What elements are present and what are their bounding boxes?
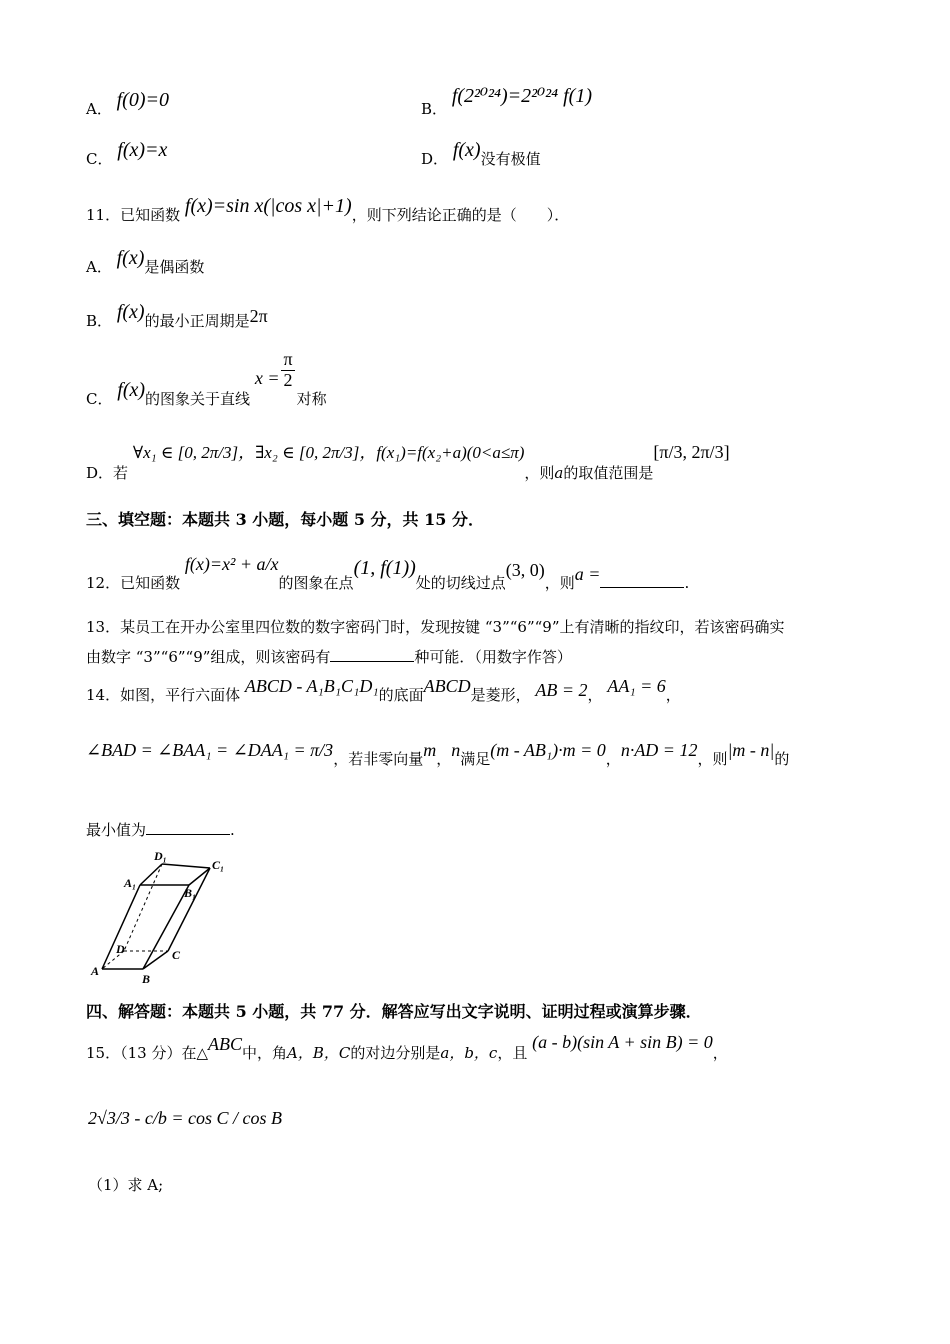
q12-answer-blank	[600, 573, 684, 588]
q15-stem: 15．（13 分）在△ABC中，角A，B，C的对边分别是a，b，c，且 (a - b)(sin A + sin B) = 0，	[86, 1032, 728, 1062]
q13-answer-blank	[330, 647, 414, 662]
q11-option-d: D．若 ∀x₁ ∈ [0, 2π/3]，∃x₂ ∈ [0, 2π/3]，f(x₁)=f(x₂+a)(0<a≤π)，则a的取值范围是[π/3, 2π/3]	[86, 442, 730, 482]
q12-stem: 12．已知函数 f(x)=x² + a/x的图象在点(1, f(1))处的切线过点(3, 0)，则a = .	[86, 554, 690, 592]
q10-c-expr: f(x)=x	[117, 139, 168, 161]
edge-b-c	[143, 951, 168, 969]
q14-answer-blank	[146, 820, 230, 835]
edge-b1-b	[143, 885, 189, 969]
label-b1: B₁	[184, 886, 197, 900]
label-b: B	[142, 972, 151, 986]
label-d: D	[116, 942, 125, 956]
q11-expr: f(x)=sin x(|cos x|+1)	[184, 195, 352, 217]
q12-expr: f(x)=x² + a/x	[184, 554, 279, 574]
q14-line3: 最小值为 .	[86, 821, 235, 839]
q14-angle-expr: ∠BAD = ∠BAA₁ = ∠DAA₁ = π/3	[86, 740, 334, 760]
q10-option-b: B． f(2²⁰²⁴)=2²⁰²⁴ f(1)	[421, 85, 592, 118]
label-c: C	[172, 948, 181, 962]
q10-option-c: C． f(x)=x	[86, 139, 168, 168]
q11-option-a: A． f(x)是偶函数	[86, 247, 205, 276]
q15-part1: （1）求 A;	[88, 1176, 164, 1194]
q10-d-expr: f(x)	[452, 139, 481, 161]
q11-stem: 11．已知函数 f(x)=sin x(|cos x|+1)，则下列结论正确的是（ ）．	[86, 195, 570, 224]
section-3-heading: 三、填空题：本题共 3 小题，每小题 5 分，共 15 分．	[86, 510, 484, 529]
label-a: A	[91, 964, 100, 978]
edge-b1-c1	[189, 868, 210, 885]
q14-line1: 14．如图，平行六面体 ABCD - A₁B₁C₁D₁的底面ABCD是菱形， AB = 2， AA₁ = 6，	[86, 676, 681, 704]
q10-a-expr: f(0)=0	[116, 89, 169, 111]
q13-line2: 由数字 “3”“6”“9”组成，则该密码有 种可能．（用数字作答）	[86, 648, 572, 666]
section-4-heading: 四、解答题：本题共 5 小题，共 77 分．解答应写出文字说明、证明过程或演算步骤．	[86, 1002, 702, 1021]
q11-d-expr: ∀x₁ ∈ [0, 2π/3]，∃x₂ ∈ [0, 2π/3]，f(x₁)=f(x₂+a)(0<a≤π)	[132, 443, 525, 462]
q11-option-b: B． f(x)的最小正周期是2π	[86, 301, 268, 330]
q14-line2: ∠BAD = ∠BAA₁ = ∠DAA₁ = π/3，若非零向量m，n满足(m - AB₁)·m = 0，n·AD = 12，则|m - n|的	[86, 740, 790, 768]
q10-option-d: D． f(x)没有极值	[421, 139, 541, 168]
q15-condition: (a - b)(sin A + sin B) = 0	[532, 1032, 713, 1052]
parallelepiped-figure	[86, 845, 236, 990]
edge-c1-d1	[162, 864, 210, 868]
edge-d1-a1	[140, 864, 162, 885]
q15-equation: 2√3/3 - c/b = cos C / cos B	[88, 1108, 283, 1128]
label-d1: D₁	[154, 849, 167, 863]
q11-option-c: C． f(x)的图象关于直线 x = $\frac{\pi}{2}$ 对称	[86, 349, 327, 409]
q10-b-expr: f(2²⁰²⁴)=2²⁰²⁴ f(1)	[451, 85, 592, 107]
q10-option-a: A． f(0)=0	[86, 89, 169, 118]
label-a1: A₁	[124, 876, 137, 890]
edge-c1-c	[168, 868, 210, 951]
label-c1: C₁	[212, 858, 225, 872]
q11-d-range: [π/3, 2π/3]	[653, 442, 730, 462]
q13-line1: 13．某员工在开办公室里四位数的数字密码门时，发现按键 “3”“6”“9”上有清晰的指纹印，若该密码确实	[86, 618, 785, 636]
